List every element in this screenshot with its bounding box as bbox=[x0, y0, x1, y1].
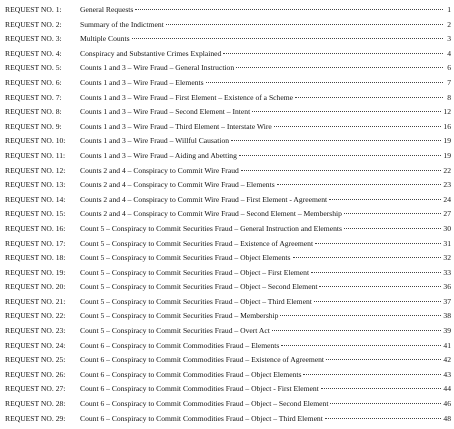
request-title: Count 5 – Conspiracy to Commit Securities Fraud – Existence of Agreement bbox=[80, 238, 314, 248]
request-number: REQUEST NO. 5: bbox=[5, 63, 62, 73]
request-number: REQUEST NO. 16: bbox=[5, 223, 66, 233]
request-title: Count 5 – Conspiracy to Commit Securities Fraud – Object Elements bbox=[80, 253, 291, 263]
toc-entry[interactable] bbox=[5, 339, 451, 354]
request-title: Counts 1 and 3 – Wire Fraud – General Instruction bbox=[80, 63, 235, 73]
dot-leader bbox=[314, 301, 442, 302]
dot-leader bbox=[132, 38, 443, 39]
request-title: General Requests bbox=[80, 5, 134, 14]
request-number: REQUEST NO. 15: bbox=[5, 209, 66, 219]
request-title: Conspiracy and Substantive Crimes Explained bbox=[80, 48, 222, 58]
toc-entry[interactable] bbox=[5, 397, 451, 412]
request-title: Count 6 – Conspiracy to Commit Commodities Fraud – Object – Third Element bbox=[80, 413, 323, 423]
request-title: Counts 2 and 4 – Conspiracy to Commit Wire Fraud – Second Element – Membership bbox=[80, 209, 342, 219]
toc-entry[interactable] bbox=[5, 353, 451, 368]
toc-entry[interactable] bbox=[5, 193, 451, 208]
toc-entry[interactable] bbox=[5, 149, 451, 164]
request-number: REQUEST NO. 2: bbox=[5, 19, 62, 29]
toc-entry[interactable] bbox=[5, 61, 451, 76]
request-title: Count 5 – Conspiracy to Commit Securities Fraud – Object – First Element bbox=[80, 267, 310, 277]
request-number: REQUEST NO. 10: bbox=[5, 136, 66, 146]
toc-entry[interactable] bbox=[5, 251, 451, 266]
request-title: Count 6 – Conspiracy to Commit Commodities Fraud – Existence of Agreement bbox=[80, 355, 325, 365]
toc-entry[interactable] bbox=[5, 178, 451, 193]
page-number: 1 bbox=[447, 5, 451, 14]
dot-leader bbox=[206, 82, 443, 83]
request-number: REQUEST NO. 12: bbox=[5, 165, 66, 175]
request-number: REQUEST NO. 29: bbox=[5, 413, 66, 423]
request-number: REQUEST NO. 7: bbox=[5, 92, 62, 102]
page-number: 2 bbox=[447, 19, 451, 29]
request-title: Counts 1 and 3 – Wire Fraud – First Element – Existence of a Scheme bbox=[80, 92, 293, 102]
dot-leader bbox=[166, 24, 443, 25]
dot-leader bbox=[231, 140, 441, 141]
request-title: Count 6 – Conspiracy to Commit Commodities Fraud – Object Elements bbox=[80, 369, 302, 379]
page-number: 32 bbox=[443, 253, 451, 263]
dot-leader bbox=[293, 257, 442, 258]
page-number: 7 bbox=[447, 77, 451, 87]
page-number: 30 bbox=[443, 223, 451, 233]
dot-leader bbox=[223, 53, 443, 54]
page-number: 19 bbox=[443, 150, 451, 160]
dot-leader bbox=[344, 213, 441, 214]
toc-entry[interactable] bbox=[5, 3, 451, 18]
toc-entry[interactable] bbox=[5, 237, 451, 252]
request-number: REQUEST NO. 25: bbox=[5, 355, 66, 365]
request-title: Count 5 – Conspiracy to Commit Securities Fraud – Overt Act bbox=[80, 326, 270, 336]
request-title: Counts 1 and 3 – Wire Fraud – Aiding and Abetting bbox=[80, 150, 237, 160]
request-number: REQUEST NO. 20: bbox=[5, 282, 66, 292]
page-number: 24 bbox=[443, 194, 451, 204]
dot-leader bbox=[135, 9, 443, 10]
toc-entry[interactable] bbox=[5, 47, 451, 62]
toc-entry[interactable] bbox=[5, 207, 451, 222]
toc-entry[interactable] bbox=[5, 280, 451, 295]
dot-leader bbox=[321, 388, 442, 389]
page-number: 6 bbox=[447, 63, 451, 73]
toc-entry[interactable] bbox=[5, 76, 451, 91]
dot-leader bbox=[315, 243, 441, 244]
request-title: Counts 1 and 3 – Wire Fraud – Third Element – Interstate Wire bbox=[80, 121, 272, 131]
toc-entry[interactable] bbox=[5, 222, 451, 237]
request-number: REQUEST NO. 8: bbox=[5, 107, 62, 117]
page-number: 46 bbox=[443, 399, 451, 409]
page-number: 12 bbox=[443, 107, 451, 117]
dot-leader bbox=[311, 272, 441, 273]
dot-leader bbox=[329, 199, 441, 200]
request-number: REQUEST NO. 6: bbox=[5, 77, 62, 87]
request-title: Count 6 – Conspiracy to Commit Commodities Fraud – Elements bbox=[80, 340, 280, 350]
dot-leader bbox=[281, 345, 441, 346]
page-number: 48 bbox=[443, 413, 451, 423]
dot-leader bbox=[295, 97, 443, 98]
toc-entry[interactable] bbox=[5, 382, 451, 397]
page-number: 42 bbox=[443, 355, 451, 365]
page-number: 31 bbox=[443, 238, 451, 248]
request-title: Count 5 – Conspiracy to Commit Securities Fraud – Object – Second Element bbox=[80, 282, 318, 292]
request-title: Count 5 – Conspiracy to Commit Securities Fraud – General Instruction and Elements bbox=[80, 223, 342, 233]
toc-entry[interactable] bbox=[5, 120, 451, 135]
dot-leader bbox=[277, 184, 442, 185]
page-number: 38 bbox=[443, 311, 451, 321]
request-number: REQUEST NO. 9: bbox=[5, 121, 62, 131]
dot-leader bbox=[330, 403, 441, 404]
dot-leader bbox=[280, 315, 441, 316]
toc-entry[interactable] bbox=[5, 412, 451, 427]
page-number: 41 bbox=[443, 340, 451, 350]
request-number: REQUEST NO. 18: bbox=[5, 253, 66, 263]
page-number: 23 bbox=[443, 180, 451, 190]
request-title: Counts 1 and 3 – Wire Fraud – Willful Causation bbox=[80, 136, 230, 146]
dot-leader bbox=[325, 418, 442, 419]
request-title: Counts 1 and 3 – Wire Fraud – Elements bbox=[80, 77, 204, 87]
request-title: Counts 2 and 4 – Conspiracy to Commit Wire Fraud – Elements bbox=[80, 180, 275, 190]
request-number: REQUEST NO. 17: bbox=[5, 238, 66, 248]
dot-leader bbox=[241, 170, 442, 171]
request-number: REQUEST NO. 19: bbox=[5, 267, 66, 277]
page-number: 37 bbox=[443, 296, 451, 306]
request-title: Summary of the Indictment bbox=[80, 19, 164, 29]
request-number: REQUEST NO. 1: bbox=[5, 5, 62, 14]
toc-entry[interactable] bbox=[5, 91, 451, 106]
dot-leader bbox=[236, 67, 443, 68]
dot-leader bbox=[272, 330, 442, 331]
dot-leader bbox=[303, 374, 441, 375]
page-number: 44 bbox=[443, 384, 451, 394]
request-title: Count 5 – Conspiracy to Commit Securities Fraud – Object – Third Element bbox=[80, 296, 312, 306]
request-title: Count 6 – Conspiracy to Commit Commodities Fraud – Object – Second Element bbox=[80, 399, 329, 409]
toc-entry[interactable] bbox=[5, 324, 451, 339]
request-number: REQUEST NO. 28: bbox=[5, 399, 66, 409]
toc-entry[interactable] bbox=[5, 266, 451, 281]
request-number: REQUEST NO. 13: bbox=[5, 180, 66, 190]
request-title: Counts 2 and 4 – Conspiracy to Commit Wire Fraud – First Element - Agreement bbox=[80, 194, 328, 204]
request-number: REQUEST NO. 3: bbox=[5, 34, 62, 44]
dot-leader bbox=[326, 359, 441, 360]
dot-leader bbox=[344, 228, 441, 229]
toc-entry[interactable] bbox=[5, 18, 451, 33]
request-number: REQUEST NO. 24: bbox=[5, 340, 66, 350]
dot-leader bbox=[274, 126, 442, 127]
page-number: 36 bbox=[443, 282, 451, 292]
page-number: 16 bbox=[443, 121, 451, 131]
toc-entry[interactable] bbox=[5, 295, 451, 310]
toc-entry[interactable] bbox=[5, 368, 451, 383]
request-number: REQUEST NO. 22: bbox=[5, 311, 66, 321]
request-number: REQUEST NO. 14: bbox=[5, 194, 66, 204]
request-title: Counts 2 and 4 – Conspiracy to Commit Wire Fraud bbox=[80, 165, 239, 175]
page-number: 4 bbox=[447, 48, 451, 58]
request-number: REQUEST NO. 11: bbox=[5, 150, 66, 160]
request-number: REQUEST NO. 26: bbox=[5, 369, 66, 379]
page-number: 39 bbox=[443, 326, 451, 336]
dot-leader bbox=[252, 111, 441, 112]
request-number: REQUEST NO. 4: bbox=[5, 48, 62, 58]
request-title: Count 6 – Conspiracy to Commit Commodities Fraud – Object - First Element bbox=[80, 384, 319, 394]
request-title: Counts 1 and 3 – Wire Fraud – Second Element – Intent bbox=[80, 107, 251, 117]
toc-entry[interactable] bbox=[5, 32, 451, 47]
page-number: 43 bbox=[443, 369, 451, 379]
page-number: 19 bbox=[443, 136, 451, 146]
page-number: 33 bbox=[443, 267, 451, 277]
page-number: 3 bbox=[447, 34, 451, 44]
dot-leader bbox=[239, 155, 442, 156]
toc-entry[interactable] bbox=[5, 309, 451, 324]
request-title: Multiple Counts bbox=[80, 34, 130, 44]
request-title: Count 5 – Conspiracy to Commit Securities Fraud – Membership bbox=[80, 311, 279, 321]
page-number: 8 bbox=[447, 92, 451, 102]
page-number: 22 bbox=[443, 165, 451, 175]
toc-entry[interactable] bbox=[5, 134, 451, 149]
request-number: REQUEST NO. 21: bbox=[5, 296, 66, 306]
request-number: REQUEST NO. 23: bbox=[5, 326, 66, 336]
dot-leader bbox=[319, 286, 441, 287]
toc-entry[interactable] bbox=[5, 105, 451, 120]
request-number: REQUEST NO. 27: bbox=[5, 384, 66, 394]
page-number: 27 bbox=[443, 209, 451, 219]
toc-entry[interactable] bbox=[5, 164, 451, 179]
